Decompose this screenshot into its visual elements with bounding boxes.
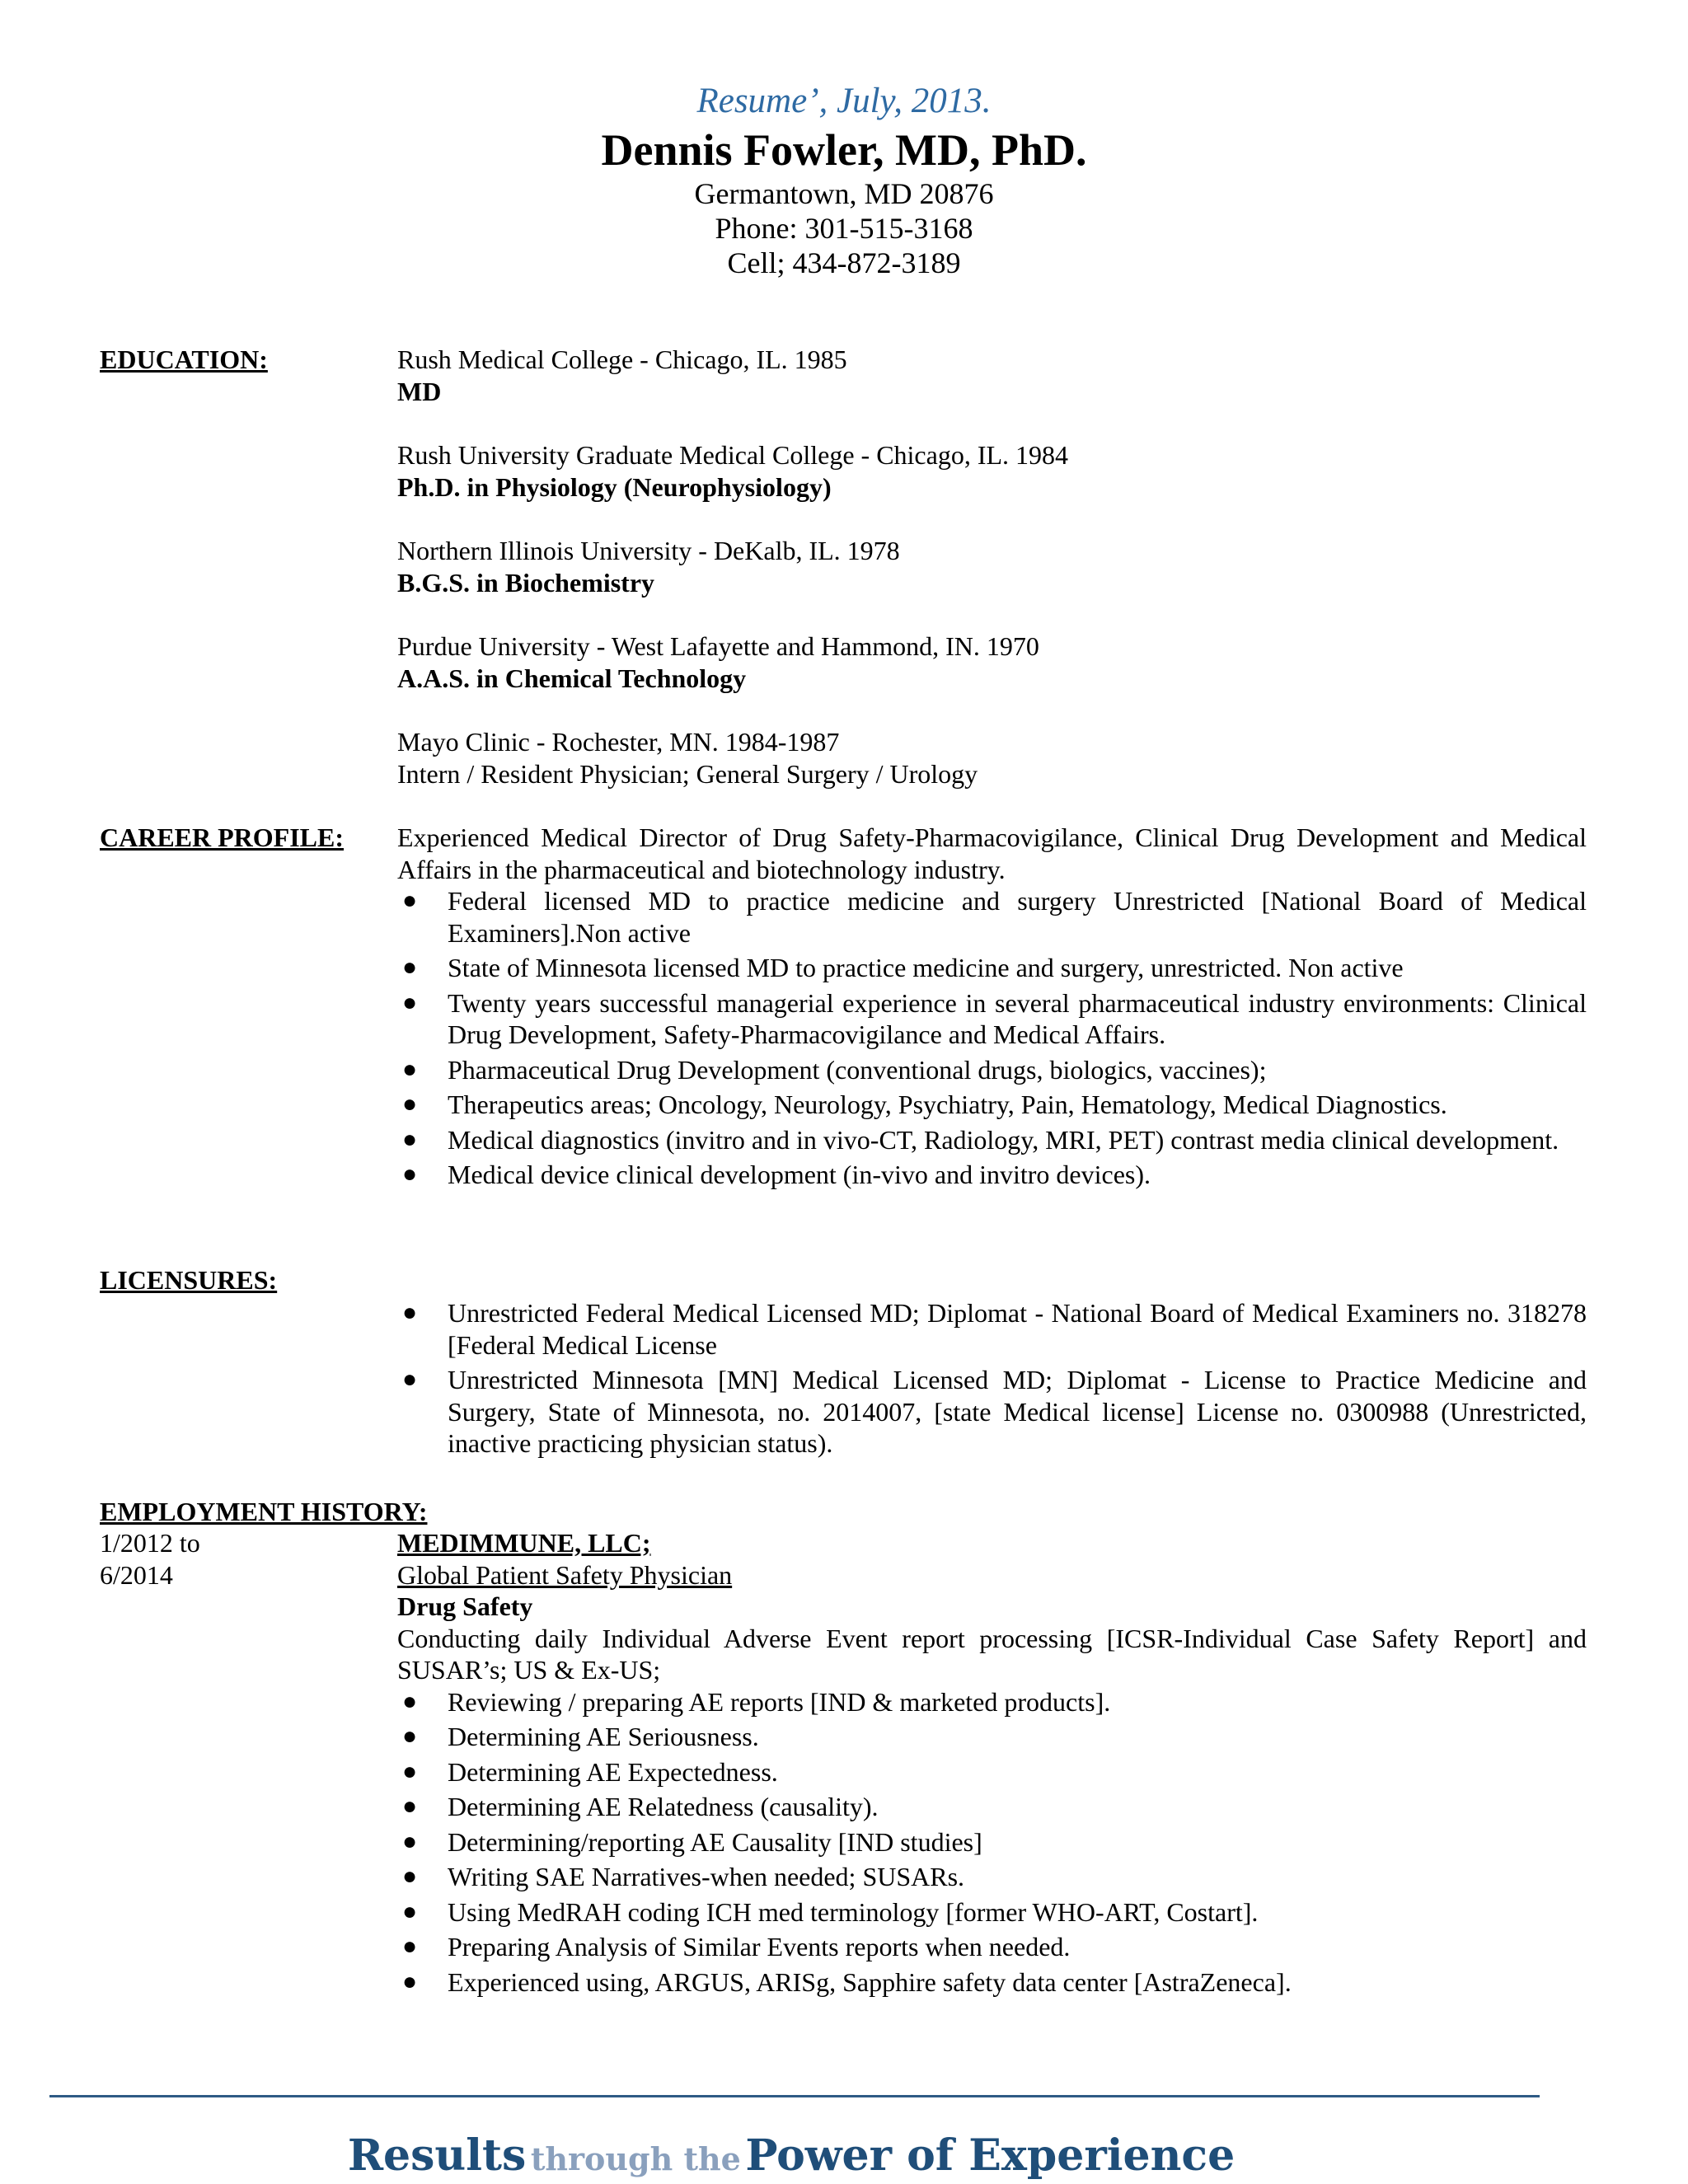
candidate-cell: Cell; 434-872-3189 [727, 246, 961, 279]
list-item: ● Federal licensed MD to practice medicine and surgery Unrestricted [National Board of Medical Examiners].Non active [402, 886, 1587, 948]
employment-date-from: 1/2012 to [100, 1528, 200, 1558]
resume-header [0, 79, 1688, 280]
career-bullet-list [397, 885, 1587, 1191]
education-heading: EDUCATION: [100, 344, 268, 374]
bullet-icon: ● [402, 1897, 418, 1925]
education-degree: A.A.S. in Chemical Technology [397, 663, 747, 693]
education-school: Northern Illinois University - DeKalb, IL. 1978 [397, 536, 900, 565]
licensures-section [397, 1297, 1587, 1463]
bullet-icon: ● [402, 1299, 418, 1326]
list-item: ● Unrestricted Federal Medical Licensed MD; Diplomat - National Board of Medical Examiners no. 318278 [Federal Medical License [402, 1298, 1587, 1360]
employment-dates [100, 1527, 200, 1591]
bullet-icon: ● [402, 1055, 418, 1083]
bullet-icon: ● [402, 1933, 418, 1960]
list-item: ● Therapeutics areas; Oncology, Neurology, Psychiatry, Pain, Hematology, Medical Diagnostics. [402, 1090, 1447, 1119]
list-item: ● State of Minnesota licensed MD to practice medicine and surgery, unrestricted. Non active [402, 953, 1404, 982]
bullet-icon: ● [402, 1863, 418, 1890]
employer-name: MEDIMMUNE, LLC; [397, 1528, 651, 1558]
list-item: ● Determining/reporting AE Causality [IND studies] [402, 1826, 982, 1857]
tagline-results: Results [347, 2130, 527, 2181]
list-item: ● Experienced using, ARGUS, ARISg, Sapphire safety data center [AstraZeneca]. [402, 1966, 1292, 1997]
job-title: Global Patient Safety Physician [397, 1559, 733, 1590]
footer-tagline [0, 2130, 1582, 2181]
education-entry [397, 630, 1587, 694]
list-item: ● Pharmaceutical Drug Development (conventional drugs, biologics, vaccines); [402, 1054, 1267, 1085]
employment-history-heading: EMPLOYMENT HISTORY: [100, 1497, 428, 1526]
education-school: Mayo Clinic - Rochester, MN. 1984-1987 [397, 727, 840, 757]
bullet-icon: ● [402, 1827, 418, 1855]
job-department: Drug Safety [397, 1591, 533, 1621]
candidate-name: Dennis Fowler, MD, PhD. [601, 125, 1087, 175]
candidate-location: Germantown, MD 20876 [694, 177, 994, 210]
list-item: ● Unrestricted Minnesota [MN] Medical Licensed MD; Diplomat - License to Practice Medicine and Surgery, State of Minnesota, no. 2014007, [state Medical license] License no. 0300988 (Unrestricted, inactive practicing physician status). [402, 1365, 1587, 1458]
education-degree: MD [397, 376, 442, 406]
bullet-icon: ● [402, 1687, 418, 1715]
list-item: ● Determining AE Relatedness (causality). [402, 1792, 879, 1821]
bullet-icon: ● [402, 988, 418, 1016]
career-profile-section [397, 822, 1587, 1194]
education-school: Rush University Graduate Medical College - Chicago, IL. 1984 [397, 440, 1069, 470]
list-item: ● Medical diagnostics (invitro and in vivo-CT, Radiology, MRI, PET) contrast media clinical development. [402, 1124, 1559, 1155]
education-school: Purdue University - West Lafayette and Hammond, IN. 1970 [397, 631, 1039, 661]
career-profile-heading: CAREER PROFILE: [100, 823, 345, 852]
list-item: ● Using MedRAH coding ICH med terminology [former WHO-ART, Costart]. [402, 1896, 1259, 1927]
list-item: ● Preparing Analysis of Similar Events reports when needed. [402, 1932, 1071, 1961]
list-item: ● Determining AE Seriousness. [402, 1722, 759, 1751]
education-list [397, 344, 1587, 407]
education-school: Rush Medical College - Chicago, IL. 1985 [397, 344, 847, 374]
bullet-icon: ● [402, 887, 418, 914]
bullet-icon: ● [402, 1722, 418, 1750]
list-item: ● Reviewing / preparing AE reports [IND & marketed products]. [402, 1686, 1111, 1717]
bullet-icon: ● [402, 1967, 418, 1995]
resume-date: Resume’, July, 2013. [696, 82, 992, 120]
list-item: ● Writing SAE Narratives-when needed; SUSARs. [402, 1862, 965, 1891]
bullet-icon: ● [402, 1125, 418, 1153]
bullet-icon: ● [402, 1793, 418, 1820]
job-summary: Conducting daily Individual Adverse Event report processing [ICSR-Individual Case Safety Report] and SUSAR’s; US & Ex-US; [397, 1623, 1587, 1685]
education-degree: B.G.S. in Biochemistry [397, 567, 655, 598]
employment-date-to: 6/2014 [100, 1559, 173, 1590]
bullet-icon: ● [402, 1757, 418, 1785]
list-item: ● Determining AE Expectedness. [402, 1756, 778, 1787]
bullet-icon: ● [402, 1090, 418, 1118]
list-item: ● Medical device clinical development (in-vivo and invitro devices). [402, 1160, 1151, 1189]
bullet-icon: ● [402, 1366, 418, 1393]
licensures-heading: LICENSURES: [100, 1265, 278, 1295]
education-degree: Intern / Resident Physician; General Surgery / Urology [397, 758, 978, 789]
education-degree: Ph.D. in Physiology (Neurophysiology) [397, 471, 832, 502]
employment-bullet-list [397, 1686, 1587, 1999]
bullet-icon: ● [402, 954, 418, 981]
candidate-phone: Phone: 301-515-3168 [715, 212, 973, 245]
footer-divider [49, 2095, 1540, 2097]
employment-entry [397, 1527, 1587, 2001]
education-entry [397, 726, 1587, 790]
tagline-through-the: through the [530, 2140, 741, 2177]
list-item: ● Twenty years successful managerial experience in several pharmaceutical industry environments: Clinical Drug Development, Safety-Pharmacovigilance and Medical Affairs. [402, 987, 1587, 1049]
education-entry [397, 535, 1587, 598]
education-entry [397, 439, 1587, 503]
career-intro: Experienced Medical Director of Drug Safety-Pharmacovigilance, Clinical Drug Development and Medical Affairs in the pharmaceutical and biotechnology industry. [397, 823, 1587, 884]
tagline-power-of-experience: Power of Experience [745, 2130, 1236, 2181]
bullet-icon: ● [402, 1160, 418, 1188]
licensure-bullet-list [397, 1297, 1587, 1460]
